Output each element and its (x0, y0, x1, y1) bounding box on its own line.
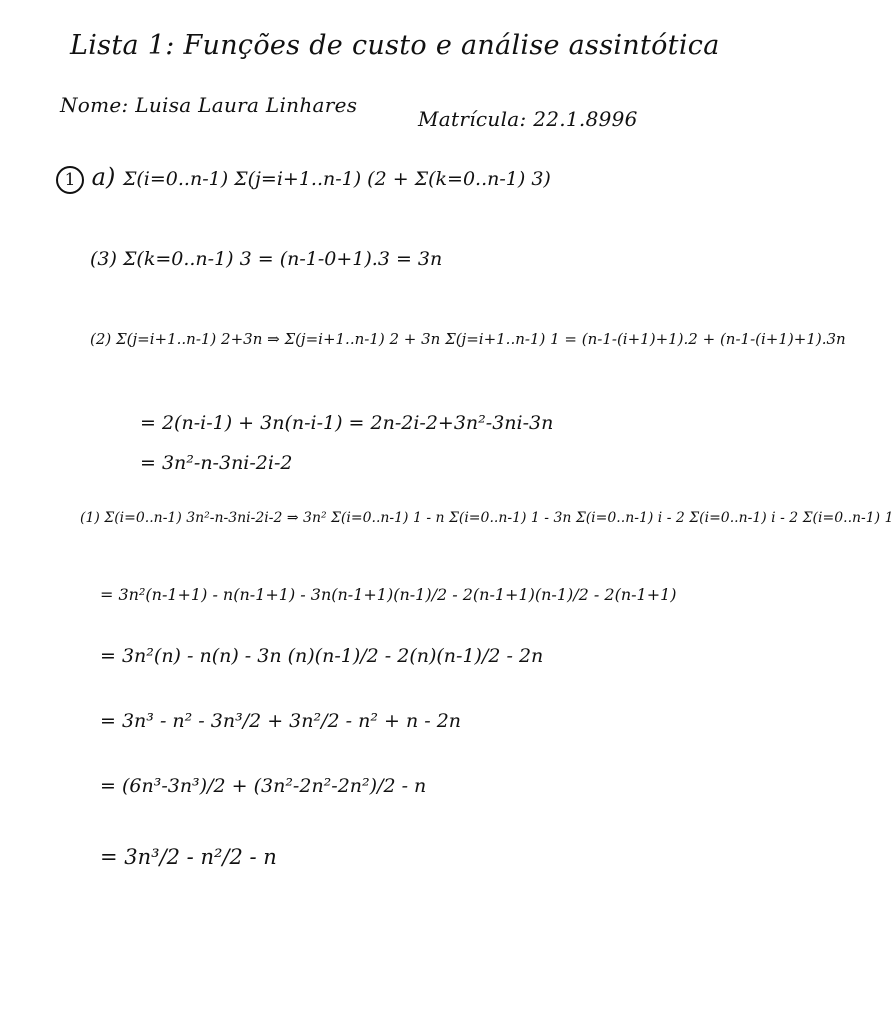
step-text: = 3n²-n-3ni-2i-2 (140, 452, 293, 474)
question-1a (56, 163, 551, 194)
step-text: = 3n²(n-1+1) - n(n-1+1) - 3n(n-1+1)(n-1)/2 - 2(n-1+1)(n-1)/2 - 2(n-1+1) (100, 585, 677, 604)
step-text: = 3n³ - n² - 3n³/2 + 3n²/2 - n² + n - 2n (100, 710, 462, 732)
registration-number: Matrícula: 22.1.8996 (418, 107, 638, 131)
step-1-line-4 (100, 710, 461, 732)
final-result (100, 845, 277, 869)
step-text: = 2(n-i-1) + 3n(n-i-1) = 2n-2i-2+3n²-3ni-3n (140, 412, 554, 434)
step-text: Σ(k=0..n-1) 3 = (n-1-0+1).3 = 3n (122, 248, 443, 270)
step-1-line-5 (100, 775, 426, 797)
step-1 (80, 510, 894, 526)
step-text: Σ(j=i+1..n-1) 2+3n ⇒ Σ(j=i+1..n-1) 2 + 3n Σ(j=i+1..n-1) 1 = (n-1-(i+1)+1).2 + (n-1-(i+1)+1).3n (116, 330, 846, 348)
question-expression: Σ(i=0..n-1) Σ(j=i+1..n-1) (2 + Σ(k=0..n-1) 3) (122, 168, 551, 190)
step-1-line-3 (100, 645, 543, 667)
step-3 (90, 248, 442, 270)
step-text: = (6n³-3n³)/2 + (3n²-2n²-2n²)/2 - n (100, 775, 427, 797)
question-part: a) (91, 163, 116, 191)
step-tag: (3) (90, 248, 117, 270)
step-text: Σ(i=0..n-1) 3n²-n-3ni-2i-2 ⇒ 3n² Σ(i=0..n-1) 1 - n Σ(i=0..n-1) 1 - 3n Σ(i=0..n-1) i - 2 Σ(i=0..n-1) i - 2 Σ(i=0..n-1) 1 (104, 510, 894, 526)
student-name: Nome: Luisa Laura Linhares (60, 93, 358, 117)
step-2 (90, 330, 846, 348)
step-2-result (140, 452, 292, 474)
question-number-circle: 1 (56, 166, 84, 194)
step-text: = 3n²(n) - n(n) - 3n (n)(n-1)/2 - 2(n)(n-1)/2 - 2n (100, 645, 544, 667)
step-1-line-2 (100, 585, 677, 604)
step-text: = 3n³/2 - n²/2 - n (100, 845, 277, 869)
page-title: Lista 1: Funções de custo e análise assintótica (70, 30, 720, 61)
step-tag: (2) (90, 330, 112, 348)
step-2-simplify (140, 412, 553, 434)
step-tag: (1) (80, 510, 100, 526)
